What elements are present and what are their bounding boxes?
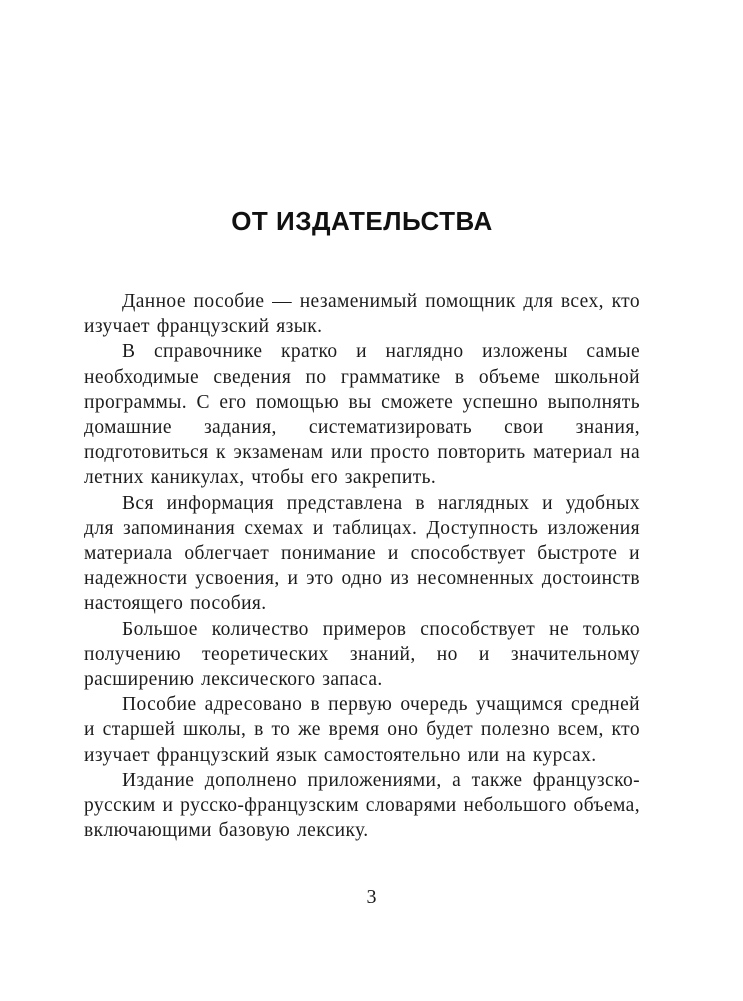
paragraph: Пособие адресовано в первую очередь учащимся средней и старшей школы, в то же время оно будет полезно всем, кто изучает французский язык самостоятельно или на курсах. xyxy=(84,694,640,766)
page-number: 3 xyxy=(366,886,377,908)
paragraph: Данное пособие — незаменимый помощник для всех, кто изучает французский язык. xyxy=(84,291,640,338)
page-content xyxy=(84,0,640,843)
paragraph: В справочнике кратко и наглядно изложены самые необходимые сведения по грамматике в объеме школьной программы. С его помощью вы сможете успешно выполнять домашние задания, систематизировать свои знания, подготовиться к экзаменам или просто повторить материал на летних каникулах, чтобы его закрепить. xyxy=(84,341,640,489)
paragraph: Большое количество примеров способствует не только получению теоретических знаний, но и значительному расширению лексического запаса. xyxy=(84,618,640,691)
paragraph: Издание дополнено приложениями, а также французско-русским и русско-французским словарями небольшого объема, включающими базовую лексику. xyxy=(84,769,640,842)
page-title: ОТ ИЗДАТЕЛЬСТВА xyxy=(231,206,493,236)
paragraph: Вся информация представлена в наглядных и удобных для запоминания схемах и таблицах. Доступность изложения материала облегчает понимание и способствует быстроте и надежности усвоения, и это одно из несомненных достоинств настоящего пособия. xyxy=(84,492,640,615)
body-text xyxy=(84,289,640,843)
